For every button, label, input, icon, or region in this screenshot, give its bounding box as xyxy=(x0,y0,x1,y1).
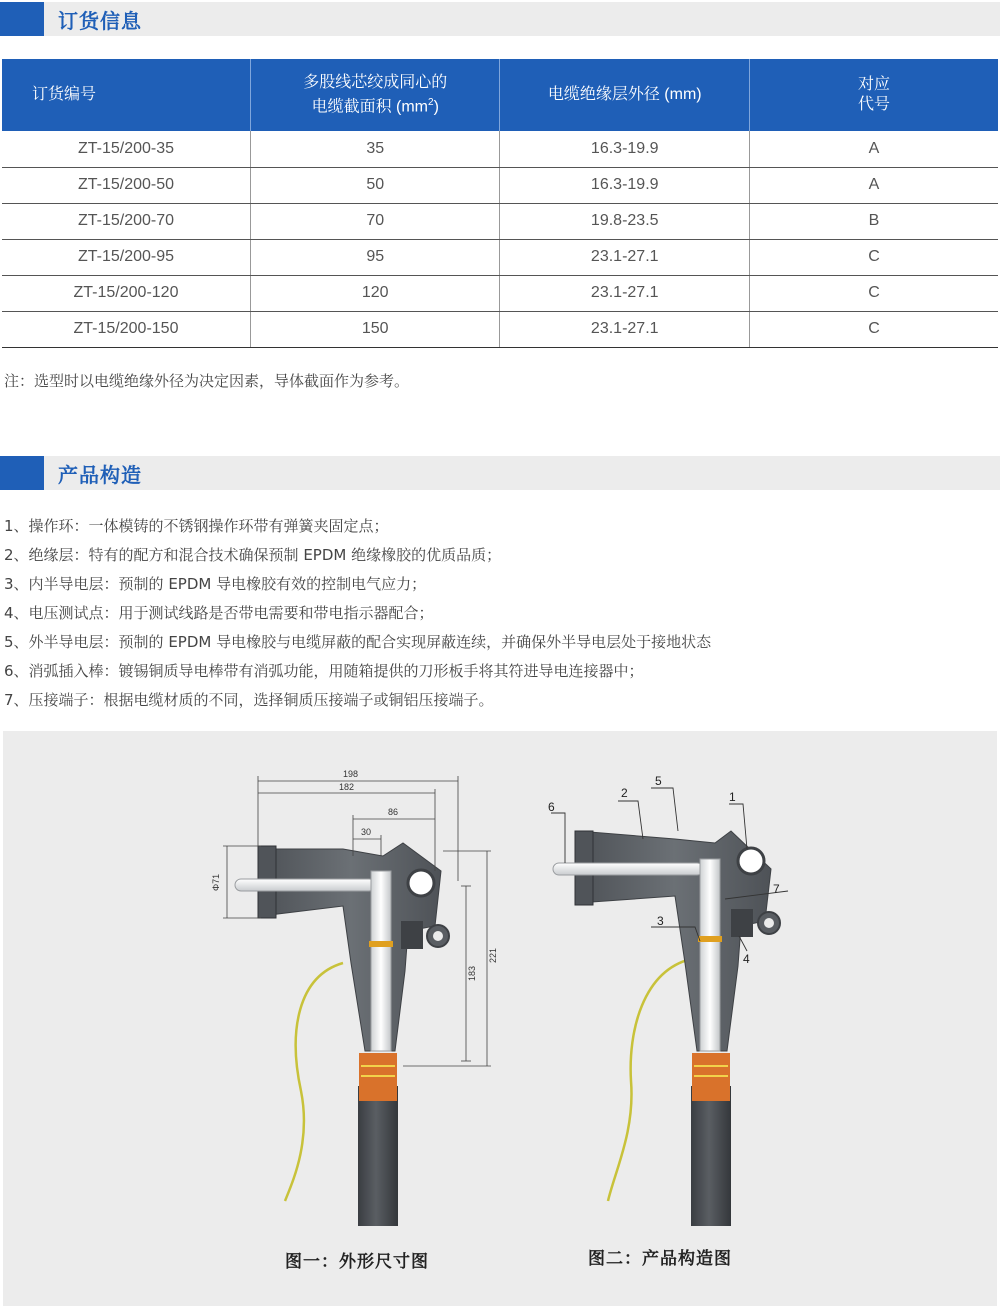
figure2-drawing xyxy=(548,774,788,1226)
callout-2: 2 xyxy=(621,786,628,800)
cell-cross-section: 95 xyxy=(250,239,500,275)
test-point-hole xyxy=(764,918,774,928)
cell-cross-section: 35 xyxy=(250,131,500,167)
table-header-row xyxy=(2,59,998,131)
inner-conductor xyxy=(371,871,391,1051)
list-item: 6、消弧插入棒：镀锡铜质导电棒带有消弧功能，用随箱提供的刀形板手将其符进导电连接器中； xyxy=(4,662,644,680)
header-superscript: 2 xyxy=(428,96,434,108)
ground-wire xyxy=(285,963,343,1201)
dim-86: 86 xyxy=(388,807,399,817)
header-code xyxy=(749,59,998,131)
header-order-number: 订货编号 xyxy=(2,59,250,131)
test-point xyxy=(731,909,753,937)
section-header-structure xyxy=(0,456,1000,490)
dim-221: 221 xyxy=(488,947,498,963)
cell-insulation-diameter: 23.1-27.1 xyxy=(500,311,750,347)
contact-band xyxy=(698,936,722,942)
cell-code: C xyxy=(749,275,998,311)
header-code-line1: 对应 xyxy=(857,76,890,93)
figure2-caption: 图二：产品构造图 xyxy=(588,1249,732,1269)
pulling-eye xyxy=(408,870,434,896)
callout-6: 6 xyxy=(548,800,555,814)
selection-note: 注：选型时以电缆绝缘外径为决定因素，导体截面作为参考。 xyxy=(4,372,410,390)
list-item: 7、压接端子：根据电缆材质的不同，选择铜质压接端子或铜铝压接端子。 xyxy=(4,691,494,709)
figure1-caption: 图一：外形尺寸图 xyxy=(285,1252,429,1272)
ground-wire xyxy=(608,959,691,1201)
header-cross-section xyxy=(250,59,500,131)
cell-code: C xyxy=(749,239,998,275)
cell-insulation-diameter: 16.3-19.9 xyxy=(500,167,750,203)
header-cross-section-line1: 多股线芯绞成同心的 xyxy=(303,73,448,91)
cell-order-number: ZT-15/200-120 xyxy=(2,275,250,311)
header-code-line2: 代号 xyxy=(857,96,890,113)
contact-band xyxy=(369,941,393,947)
pulling-eye xyxy=(738,848,764,874)
figure1-drawing xyxy=(211,769,498,1226)
section-marker xyxy=(0,2,44,36)
cell-order-number: ZT-15/200-70 xyxy=(2,203,250,239)
table-row xyxy=(2,167,998,203)
connector-drawings xyxy=(3,731,997,1306)
test-point-hole xyxy=(433,931,443,941)
cell-cross-section: 70 xyxy=(250,203,500,239)
header-close-paren: ) xyxy=(433,98,439,116)
cell-code: C xyxy=(749,311,998,347)
callout-7: 7 xyxy=(773,882,780,896)
probe-rod xyxy=(553,863,703,875)
inner-conductor xyxy=(700,859,720,1051)
callout-4: 4 xyxy=(743,952,750,966)
cell-insulation-diameter: 23.1-27.1 xyxy=(500,239,750,275)
callout-1: 1 xyxy=(729,790,736,804)
cell-insulation-diameter: 16.3-19.9 xyxy=(500,131,750,167)
callout-5: 5 xyxy=(655,774,662,788)
cell-insulation-diameter: 19.8-23.5 xyxy=(500,203,750,239)
cell-cross-section: 150 xyxy=(250,311,500,347)
section-title-structure: 产品构造 xyxy=(58,463,142,487)
dim-198: 198 xyxy=(343,769,359,779)
cell-order-number: ZT-15/200-35 xyxy=(2,131,250,167)
list-item: 5、外半导电层：预制的 EPDM 导电橡胶与电缆屏蔽的配合实现屏蔽连续，并确保外半导电层处于接地状态 xyxy=(4,633,712,651)
dim-phi71: Φ71 xyxy=(211,873,221,891)
cell-order-number: ZT-15/200-50 xyxy=(2,167,250,203)
cable xyxy=(358,1086,398,1226)
order-table xyxy=(2,59,998,348)
list-item: 1、操作环：一体模铸的不锈钢操作环带有弹簧夹固定点； xyxy=(4,517,389,535)
table-row xyxy=(2,311,998,347)
cell-cross-section: 50 xyxy=(250,167,500,203)
dim-183: 183 xyxy=(467,965,477,981)
dim-30: 30 xyxy=(361,827,372,837)
list-item: 2、绝缘层：特有的配方和混合技术确保预制 EPDM 绝缘橡胶的优质品质； xyxy=(4,546,502,564)
list-item: 3、内半导电层：预制的 EPDM 导电橡胶有效的控制电气应力； xyxy=(4,575,427,593)
cable xyxy=(691,1086,731,1226)
cell-code: A xyxy=(749,167,998,203)
cell-code: A xyxy=(749,131,998,167)
callout-3: 3 xyxy=(657,914,664,928)
table-row xyxy=(2,239,998,275)
cell-insulation-diameter: 23.1-27.1 xyxy=(500,275,750,311)
figure-panel xyxy=(3,731,997,1306)
probe-rod xyxy=(235,879,375,891)
header-cross-section-line2: 电缆截面积 (mm xyxy=(311,98,428,116)
table-row xyxy=(2,203,998,239)
feature-list xyxy=(4,512,711,715)
dim-182: 182 xyxy=(339,782,355,792)
section-marker xyxy=(0,456,44,490)
test-point xyxy=(401,921,423,949)
header-insulation-diameter: 电缆绝缘层外径 (mm) xyxy=(500,59,750,131)
section-title-order: 订货信息 xyxy=(58,9,142,33)
list-item: 4、电压测试点：用于测试线路是否带电需要和带电指示器配合； xyxy=(4,604,434,622)
cell-order-number: ZT-15/200-95 xyxy=(2,239,250,275)
table-row xyxy=(2,275,998,311)
cell-code: B xyxy=(749,203,998,239)
section-header-order xyxy=(0,2,1000,36)
cell-order-number: ZT-15/200-150 xyxy=(2,311,250,347)
cell-cross-section: 120 xyxy=(250,275,500,311)
table-row xyxy=(2,131,998,167)
